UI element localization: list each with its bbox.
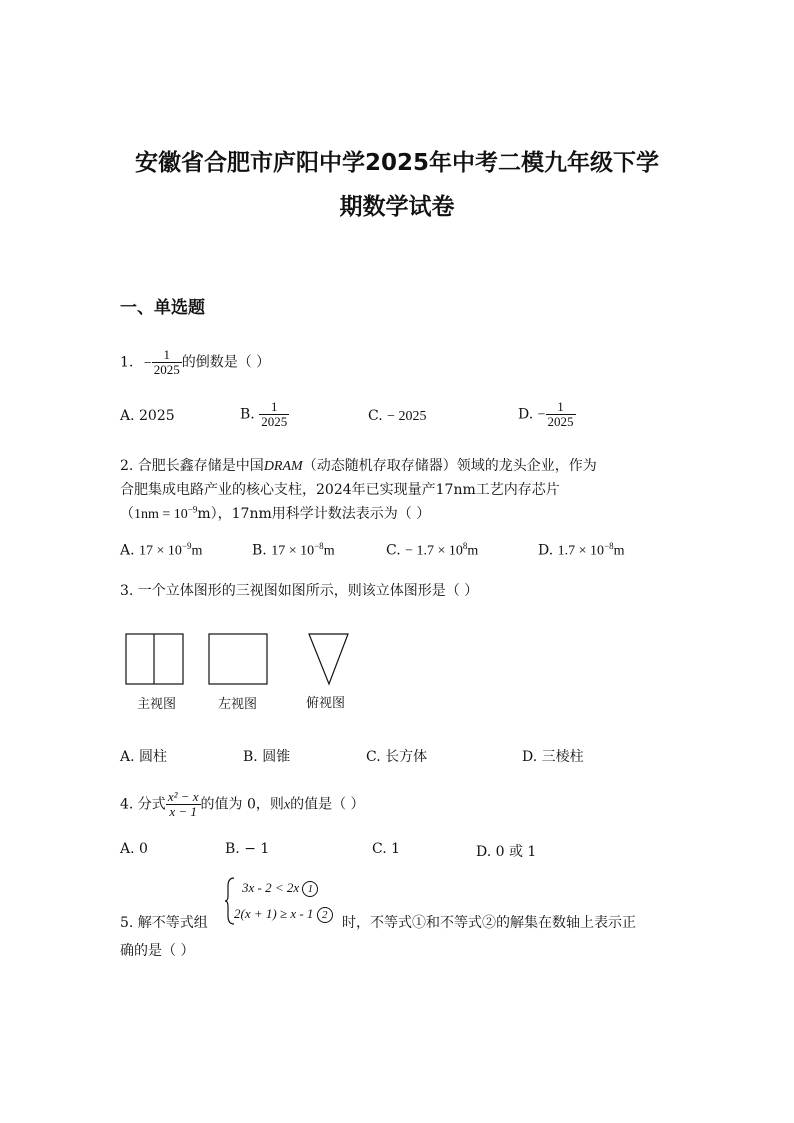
inequality-2 [234, 906, 333, 923]
q1-fraction [152, 348, 182, 377]
q2-option-c-unit: m [467, 543, 479, 559]
q1-option-b-prefix: B. [240, 406, 255, 423]
inequality-2-mark: 2 [317, 907, 333, 923]
q1-option-d-den: 2025 [547, 414, 574, 429]
q2-line1-a: 2. 合肥长鑫存储是中国 [120, 458, 264, 474]
q2-option-a[interactable] [120, 541, 202, 560]
q2-option-c-prefix: C. [386, 542, 401, 559]
paper-title-line2: 期数学试卷 [339, 194, 455, 220]
q2-option-c-value: − 1.7 × 10 [405, 543, 463, 559]
q2-line1-b: （动态随机存取存储器）领域的龙头企业，作为 [302, 458, 597, 474]
paper-title-line1: 安徽省合肥市庐阳中学2025年中考二模九年级下学 [134, 150, 659, 176]
inequality-1-mark: 1 [302, 881, 318, 897]
q2-option-b-exp: −8 [314, 541, 324, 551]
question-2-line3 [120, 503, 430, 523]
q2-option-b[interactable] [252, 541, 335, 560]
question-2-line1 [120, 455, 597, 475]
q2-option-b-value: 17 × 10 [271, 543, 315, 559]
inequality-1 [242, 880, 318, 897]
q1-text: 的倒数是（ ） [181, 354, 271, 371]
question-5-suffix: 时，不等式①和不等式②的解集在数轴上表示正 [342, 915, 636, 931]
caption-top-view: 俯视图 [306, 696, 346, 711]
q1-option-d-fraction [546, 400, 576, 429]
q4-frac-den: x − 1 [166, 804, 201, 819]
q1-option-b-den: 2025 [261, 414, 288, 429]
q1-number: 1. [120, 354, 134, 371]
q2-option-b-unit: m [323, 543, 335, 559]
q2-line3-a: （1nm = 10 [120, 507, 188, 522]
q3-option-d[interactable]: D. 三棱柱 [522, 749, 584, 765]
q2-option-d[interactable] [538, 541, 625, 560]
q1-option-c-value: − 2025 [387, 409, 427, 424]
q4-prefix: 4. 分式 [120, 796, 166, 813]
paper-title [0, 141, 794, 229]
inequality-1-text: 3x - 2 < 2x [242, 880, 300, 895]
q1-option-b-num: 1 [270, 399, 278, 414]
top-view-triangle [309, 634, 348, 684]
q1-sign: − [143, 355, 152, 371]
q2-line3-b: m），17nm用科学计数法表示为（ ） [197, 506, 431, 522]
q2-option-d-prefix: D. [538, 542, 554, 559]
q1-option-c-prefix: C. [368, 408, 383, 424]
q1-option-a[interactable]: A. 2025 [120, 408, 175, 424]
question-1 [120, 348, 270, 377]
q1-frac-den: 2025 [153, 362, 180, 377]
caption-left-view: 左视图 [218, 697, 258, 712]
question-5-line2: 确的是（ ） [120, 943, 195, 959]
q1-option-d-sign: − [537, 407, 546, 423]
q2-dram: DRAM [263, 459, 303, 474]
question-5-prefix: 5. 解不等式组 [120, 915, 208, 931]
q4-frac-num: x² − x [167, 789, 199, 804]
q2-option-c[interactable] [386, 541, 478, 560]
q3-option-a[interactable]: A. 圆柱 [120, 749, 168, 765]
q1-option-b-fraction [259, 400, 289, 429]
q3-option-c[interactable]: C. 长方体 [366, 749, 428, 765]
q3-option-b[interactable]: B. 圆锥 [243, 749, 291, 765]
q4-mid: 的值为 0，则 [200, 796, 284, 813]
q2-option-d-unit: m [613, 543, 625, 559]
q4-option-c[interactable]: C. 1 [372, 841, 401, 857]
q2-option-a-value: 17 × 10 [139, 543, 182, 559]
q2-option-a-unit: m [191, 543, 203, 559]
question-3: 3. 一个立体图形的三视图如图所示，则该立体图形是（ ） [120, 583, 479, 599]
q1-frac-num: 1 [163, 347, 170, 362]
q1-option-d-num: 1 [557, 399, 564, 414]
section-heading: 一、单选题 [120, 298, 205, 318]
q2-option-d-exp: −8 [604, 541, 614, 551]
q4-fraction [166, 790, 201, 819]
q1-option-b[interactable] [240, 400, 289, 429]
q1-option-d-prefix: D. [518, 406, 534, 423]
q1-option-d[interactable] [518, 400, 576, 429]
q4-suffix: 的值是（ ） [290, 796, 365, 813]
q4-option-b[interactable]: B. − 1 [225, 841, 270, 857]
three-view-figure [120, 628, 360, 692]
question-4 [120, 790, 365, 819]
q2-line3-exp: −9 [187, 504, 198, 515]
q2-option-a-exp: −9 [181, 541, 192, 551]
q2-option-d-value: 1.7 × 10 [557, 543, 605, 559]
caption-front-view: 主视图 [137, 697, 177, 712]
q2-option-a-prefix: A. [120, 542, 135, 559]
inequality-2-text: 2(x + 1) ≥ x - 1 [234, 906, 314, 921]
q2-option-b-prefix: B. [252, 542, 267, 559]
left-view-rect [209, 634, 267, 684]
q4-option-a[interactable]: A. 0 [120, 841, 148, 857]
q2-option-c-exp: 8 [462, 541, 468, 551]
question-2-line2: 合肥集成电路产业的核心支柱，2024年已实现量产17nm工艺内存芯片 [120, 482, 560, 498]
q1-option-c[interactable] [368, 408, 427, 425]
q4-option-d[interactable]: D. 0 或 1 [476, 844, 537, 860]
q4-var: x [283, 797, 291, 813]
